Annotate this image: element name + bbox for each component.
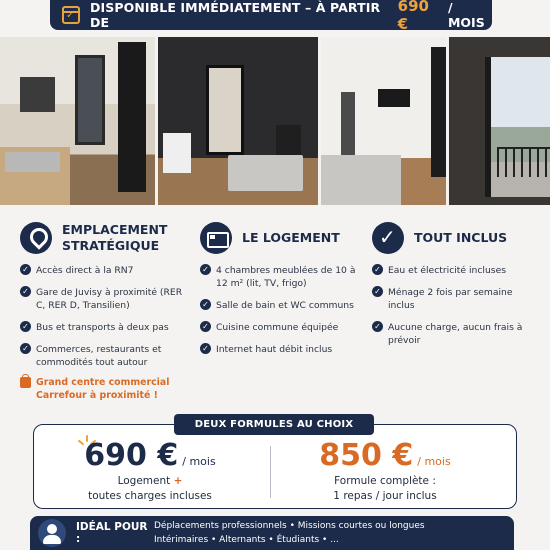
formula-complete: 850 € / mois Formule complète : 1 repas / jour inclus — [319, 438, 451, 502]
formula-basic: 690 € / mois Logement + toutes charges incluses — [84, 438, 216, 502]
list-item: ✓ Eau et électricité incluses — [372, 264, 542, 277]
person-icon — [38, 519, 66, 547]
ideal-text: Déplacements professionnels • Missions courtes ou longues Intérimaires • Alternants • Étudiants • ... — [154, 521, 425, 545]
list-item: ✓ Gare de Juvisy à proximité (RER C, RER D, Transilien) — [20, 286, 190, 312]
location-header — [20, 220, 190, 256]
housing-header — [200, 220, 365, 256]
ideal-label: IDÉAL POUR : — [76, 521, 148, 545]
list-item: ✓ Bus et transports à deux pas — [20, 321, 190, 334]
formula-complete-per: / mois — [417, 455, 451, 468]
list-item: ✓ Accès direct à la RN7 — [20, 264, 190, 277]
offers-title: DEUX FORMULES AU CHOIX — [174, 414, 374, 435]
formula-basic-price: 690 € — [84, 438, 179, 473]
offers-divider — [270, 446, 271, 498]
included-header — [372, 220, 542, 256]
banner-price: 690 € — [397, 0, 429, 33]
list-item: ✓ Ménage 2 fois par semaine inclus — [372, 286, 542, 312]
formula-basic-per: / mois — [182, 455, 216, 468]
list-item: ✓ Salle de bain et WC communs — [200, 299, 365, 312]
included-title: TOUT INCLUS — [414, 230, 508, 245]
list-item: ✓ Internet haut débit inclus — [200, 343, 365, 356]
housing-column — [200, 220, 365, 365]
included-column — [372, 220, 542, 356]
photo-strip — [0, 37, 550, 205]
location-pin-icon — [20, 222, 52, 254]
banner-text: DISPONIBLE IMMÉDIATEMENT – À PARTIR DE — [90, 0, 381, 30]
list-item: ✓ Cuisine commune équipée — [200, 321, 365, 334]
shopping-bag-icon — [20, 377, 31, 388]
ideal-for-bar — [30, 516, 514, 550]
list-item: ✓ Aucune charge, aucun frais à prévoir — [372, 321, 542, 347]
housing-list — [200, 264, 365, 356]
banner-per-month: / MOIS — [447, 0, 485, 30]
kitchen-photo — [0, 37, 155, 205]
list-item: ✓ 4 chambres meublées de 10 à 12 m² (lit, TV, frigo) — [200, 264, 365, 290]
check-circle-icon — [372, 222, 404, 254]
room-photo — [321, 37, 446, 205]
list-item: ✓ Commerces, restaurants et commodités tout autour — [20, 343, 190, 369]
location-column — [20, 220, 190, 402]
included-list — [372, 264, 542, 347]
housing-title: LE LOGEMENT — [242, 230, 340, 245]
bedroom-photo — [158, 37, 318, 205]
calendar-icon — [62, 6, 80, 24]
location-list — [20, 264, 190, 369]
mall-highlight: Grand centre commercial Carrefour à proximité ! — [20, 376, 190, 402]
bed-icon — [200, 222, 232, 254]
window-photo — [449, 37, 550, 205]
formula-complete-price: 850 € — [319, 438, 414, 473]
availability-banner — [50, 0, 492, 33]
location-title: EMPLACEMENT STRATÉGIQUE — [62, 222, 168, 253]
